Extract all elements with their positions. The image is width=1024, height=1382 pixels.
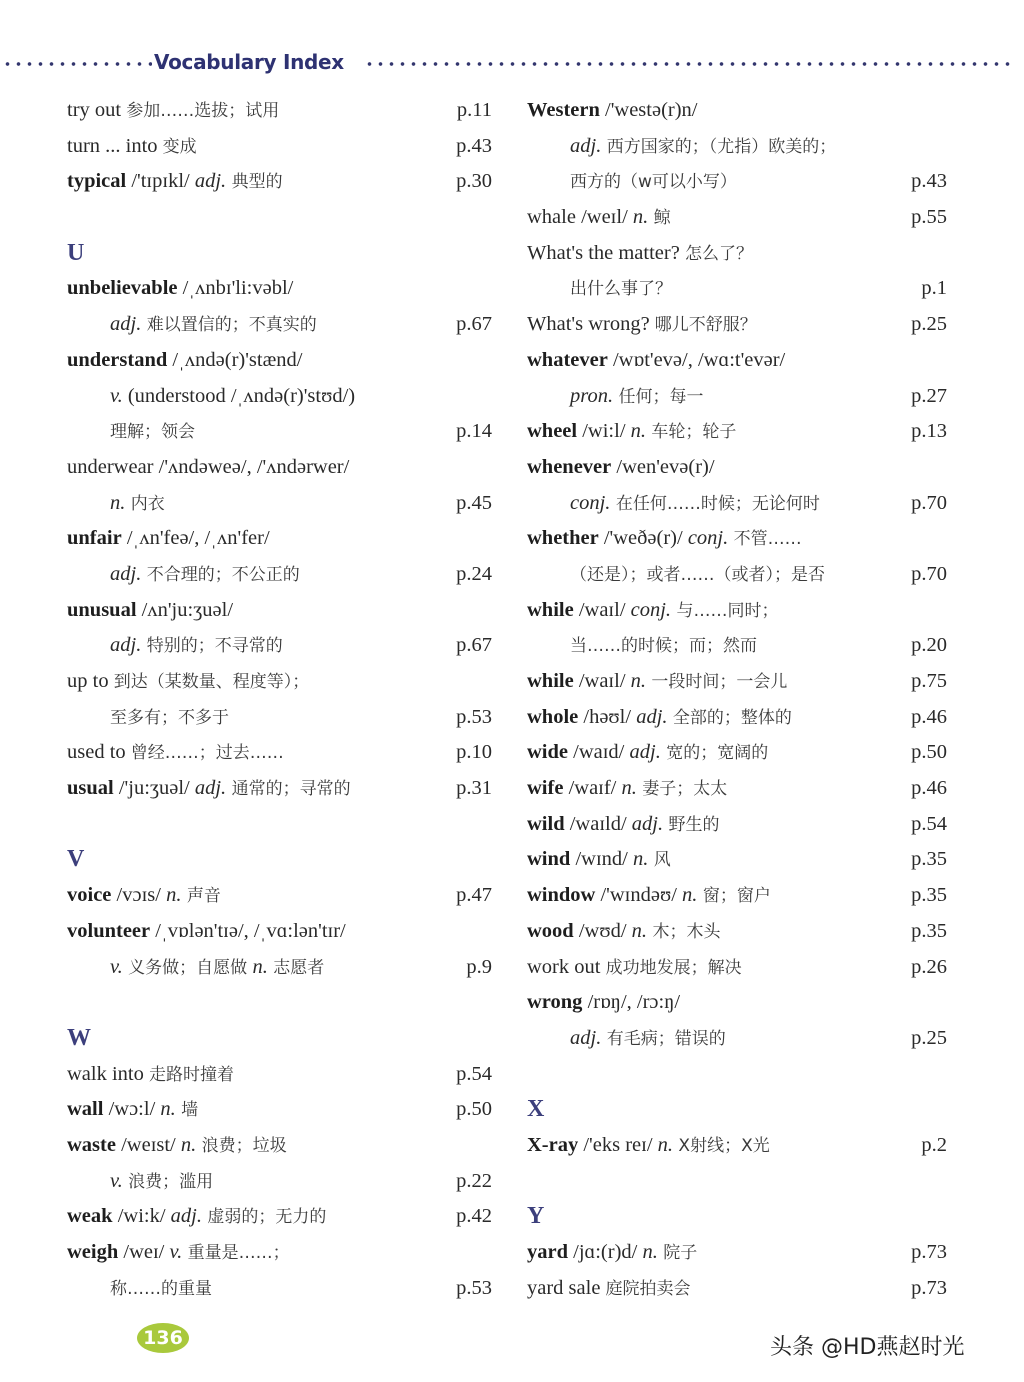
page-reference: p.26 — [911, 955, 947, 978]
headword: whole — [527, 705, 579, 728]
entry-text: /waɪf/ — [563, 777, 622, 800]
chinese-gloss: 任何；每一 — [613, 386, 704, 407]
part-of-speech: conj. — [630, 598, 672, 621]
chinese-gloss: 变成 — [162, 136, 197, 157]
headword: wide — [527, 741, 568, 764]
page-reference: p.24 — [456, 562, 492, 585]
chinese-gloss: 墙 — [175, 1100, 199, 1121]
vocab-entry — [527, 950, 947, 986]
entry-continuation — [67, 628, 492, 664]
part-of-speech: adj. — [631, 812, 664, 835]
section-gap — [67, 200, 492, 236]
entry-text: /'westə(r)n/ — [599, 99, 698, 121]
chinese-gloss: 参加……选拔；试用 — [126, 101, 280, 121]
chinese-gloss: 称……的重量 — [110, 1278, 212, 1299]
entry-text: /'ju:ʒuəl/ — [113, 777, 195, 800]
headword: unbelievable — [67, 277, 178, 300]
entry-text: /weɪl/ — [575, 206, 633, 229]
part-of-speech: n. — [631, 919, 648, 942]
entry-continuation — [527, 271, 947, 307]
headword: while — [527, 598, 574, 621]
entry-continuation — [527, 1021, 947, 1057]
vocab-entry — [527, 807, 947, 843]
entry-text: /waɪl/ — [573, 598, 631, 621]
page-reference: p.55 — [911, 206, 947, 229]
page-reference: p.73 — [911, 1276, 947, 1299]
page-reference: p.14 — [456, 420, 492, 443]
entry-text: /'tɪpɪkl/ — [126, 170, 195, 193]
vocab-entry — [527, 343, 947, 379]
headword: weigh — [67, 1241, 119, 1263]
vocab-entry — [67, 271, 492, 307]
chinese-gloss: 宽的；宽阔的 — [660, 743, 769, 764]
entry-text: walk into — [67, 1062, 149, 1085]
headword: whatever — [527, 348, 608, 371]
part-of-speech: n. — [621, 777, 637, 800]
part-of-speech: v. — [110, 955, 123, 978]
entry-text: /vɔɪs/ — [111, 884, 167, 907]
page-reference: p.10 — [456, 741, 492, 764]
part-of-speech: n. — [630, 670, 647, 692]
chinese-gloss: 车轮；轮子 — [646, 422, 737, 443]
entry-text: /wi:l/ — [577, 420, 631, 443]
part-of-speech: n. — [630, 420, 647, 443]
chinese-gloss: 曾经……；过去…… — [130, 743, 284, 764]
chinese-gloss: 声音 — [181, 886, 221, 907]
chinese-gloss: 成功地发展；解决 — [605, 957, 742, 978]
entry-text: work out — [527, 955, 606, 978]
chinese-gloss: 全部的；整体的 — [667, 707, 792, 728]
chinese-gloss: X射线；X光 — [673, 1135, 770, 1156]
page-reference: p.22 — [456, 1169, 492, 1192]
part-of-speech: n. — [632, 206, 649, 229]
headword: unusual — [67, 598, 137, 621]
entry-continuation — [67, 379, 492, 415]
page-reference: p.20 — [911, 634, 947, 657]
chinese-gloss: 与……同时； — [671, 600, 779, 621]
vocab-entry — [527, 593, 947, 629]
chinese-gloss: 野生的 — [663, 814, 720, 835]
entry-text: /weɪ/ — [118, 1241, 170, 1263]
page-reference: p.70 — [911, 491, 947, 514]
entry-text: /weɪst/ — [115, 1133, 181, 1156]
vocab-entry — [527, 664, 947, 700]
entry-text: turn ... into — [67, 134, 163, 157]
entry-text: What's the matter? — [527, 241, 685, 264]
chinese-gloss: 庭院拍卖会 — [605, 1278, 691, 1299]
vocab-entry — [527, 700, 947, 736]
page-reference: p.46 — [911, 705, 947, 728]
part-of-speech: conj. — [570, 491, 611, 514]
page-reference: p.31 — [456, 777, 492, 800]
page-reference: p.35 — [911, 919, 947, 942]
entry-text: /wɔ:l/ — [103, 1098, 161, 1121]
headword: waste — [67, 1133, 116, 1156]
section-gap — [527, 1057, 947, 1093]
section-letter: W — [67, 1024, 91, 1051]
entry-continuation — [67, 486, 492, 522]
part-of-speech: adj. — [170, 1205, 202, 1228]
entry-continuation — [67, 307, 492, 343]
chinese-gloss: 志愿者 — [267, 957, 325, 978]
chinese-gloss: 浪费；滥用 — [122, 1171, 214, 1192]
chinese-gloss: 难以置信的；不真实的 — [141, 315, 317, 336]
entry-text: /wɪnd/ — [570, 848, 633, 871]
page-reference: p.67 — [456, 313, 492, 336]
vocab-entry — [527, 985, 947, 1021]
entry-continuation — [527, 628, 947, 664]
page-reference: p.2 — [921, 1133, 947, 1156]
chinese-gloss: 不管…… — [728, 529, 802, 550]
entry-text: /'weðə(r)/ — [598, 527, 688, 550]
part-of-speech: n. — [632, 848, 649, 871]
part-of-speech: n. — [166, 884, 182, 907]
headword: X-ray — [527, 1133, 579, 1156]
headword: Western — [527, 99, 600, 121]
section-letter: Y — [527, 1203, 545, 1230]
left-column — [67, 93, 492, 1306]
page-reference: p.50 — [456, 1098, 492, 1121]
page-reference: p.73 — [911, 1241, 947, 1263]
chinese-gloss: 有毛病；错误的 — [601, 1028, 726, 1049]
section-letter: U — [67, 239, 85, 266]
headword: yard — [527, 1241, 568, 1263]
vocab-entry — [67, 914, 492, 950]
headword: volunteer — [67, 919, 151, 942]
page-reference: p.35 — [911, 848, 947, 871]
chinese-gloss: 内衣 — [125, 493, 165, 514]
vocab-entry — [527, 93, 947, 129]
watermark: 头条 @HD燕赵时光 — [770, 1335, 965, 1360]
vocab-entry — [67, 1057, 492, 1093]
part-of-speech: v. — [110, 1169, 123, 1192]
vocab-entry — [527, 200, 947, 236]
headword: weak — [67, 1205, 113, 1228]
chinese-gloss: 理解；领会 — [110, 422, 195, 443]
entry-text: /'eks reɪ/ — [578, 1133, 658, 1156]
page-reference: p.11 — [456, 99, 492, 121]
vocab-entry — [527, 307, 947, 343]
page-reference: p.35 — [911, 884, 947, 907]
entry-text: (understood /ˌʌndə(r)'stʊd/) — [122, 384, 356, 407]
headword: usual — [67, 777, 114, 800]
chinese-gloss: （还是）；或者……（或者）；是否 — [570, 564, 825, 585]
vocab-entry — [67, 164, 492, 200]
page-reference: p.50 — [911, 741, 947, 764]
part-of-speech: n. — [252, 955, 268, 978]
vocab-entry — [67, 1235, 492, 1271]
part-of-speech: adj. — [629, 741, 661, 764]
vocab-entry — [67, 93, 492, 129]
section-gap — [67, 985, 492, 1021]
entry-text: /wen'evə(r)/ — [611, 455, 715, 478]
page-reference: p.30 — [456, 170, 492, 193]
dotted-rule-left — [2, 62, 152, 66]
headword: wife — [527, 777, 564, 800]
entry-text: used to — [67, 741, 131, 764]
chinese-gloss: 木；木头 — [647, 921, 721, 942]
entry-continuation — [527, 379, 947, 415]
part-of-speech: n. — [110, 491, 126, 514]
vocab-entry — [67, 771, 492, 807]
page-reference: p.13 — [911, 420, 947, 443]
page-number-badge: 136 — [137, 1323, 189, 1353]
page-title: Vocabulary Index — [154, 50, 344, 74]
page-reference: p.1 — [921, 277, 947, 300]
chinese-gloss: 哪儿不舒服？ — [654, 315, 757, 336]
entry-text: /'ʌndəweə/, /'ʌndərwer/ — [153, 455, 350, 478]
chinese-gloss: 特别的；不寻常的 — [141, 636, 283, 657]
entry-text: /waɪd/ — [568, 741, 630, 764]
entry-continuation — [527, 164, 947, 200]
right-column — [527, 93, 947, 1306]
page-reference: p.27 — [911, 384, 947, 407]
page-reference: p.43 — [911, 170, 947, 193]
entry-continuation — [67, 950, 492, 986]
page-reference: p.54 — [911, 812, 947, 835]
entry-text: yard sale — [527, 1276, 606, 1299]
chinese-gloss: 在任何……时候；无论何时 — [610, 493, 820, 514]
part-of-speech: adj. — [636, 705, 668, 728]
vocab-entry — [67, 1128, 492, 1164]
entry-continuation — [527, 486, 947, 522]
entry-continuation — [67, 557, 492, 593]
chinese-gloss: 鲸 — [648, 208, 671, 229]
page-reference: p.43 — [456, 134, 492, 157]
page-reference: p.53 — [456, 705, 492, 728]
page-reference: p.54 — [456, 1062, 492, 1085]
part-of-speech: adj. — [570, 134, 602, 157]
page-reference: p.42 — [456, 1205, 492, 1228]
chinese-gloss: 风 — [648, 850, 671, 871]
headword: while — [527, 670, 574, 692]
vocab-entry — [67, 450, 492, 486]
entry-text: /waɪl/ — [573, 670, 631, 692]
vocab-entry — [527, 878, 947, 914]
section-gap — [67, 807, 492, 843]
entry-text: /jɑ:(r)d/ — [568, 1241, 643, 1263]
headword: wild — [527, 812, 565, 835]
entry-continuation — [527, 129, 947, 165]
vocab-entry — [67, 878, 492, 914]
entry-text: /ˌʌndə(r)'stænd/ — [167, 348, 303, 371]
chinese-gloss: 出什么事了？ — [570, 279, 672, 300]
entry-text: /wʊd/ — [573, 919, 632, 942]
vocab-entry — [67, 343, 492, 379]
chinese-gloss: 窗；窗户 — [697, 886, 771, 907]
entry-text: /rɒŋ/, /rɔ:ŋ/ — [582, 991, 681, 1014]
page-reference: p.67 — [456, 634, 492, 657]
headword: typical — [67, 170, 127, 193]
entry-text: /wɒt'evə/, /wɑ:t'evər/ — [607, 348, 786, 371]
headword: wind — [527, 848, 571, 871]
entry-text: /ˌʌnbɪ'li:vəbl/ — [177, 277, 294, 300]
part-of-speech: v. — [110, 384, 123, 407]
headword: wall — [67, 1098, 104, 1121]
headword: window — [527, 884, 596, 907]
chinese-gloss: 妻子；太太 — [636, 779, 728, 800]
chinese-gloss: 典型的 — [226, 172, 283, 193]
part-of-speech: adj. — [110, 313, 142, 336]
part-of-speech: adj. — [194, 777, 227, 800]
chinese-gloss: 西方的（w可以小写） — [570, 172, 737, 193]
entry-continuation — [67, 414, 492, 450]
chinese-gloss: 院子 — [657, 1243, 698, 1263]
vocab-entry — [527, 450, 947, 486]
headword: whenever — [527, 455, 612, 478]
entry-text: /wi:k/ — [112, 1205, 171, 1228]
chinese-gloss: 一段时间；一会儿 — [646, 672, 788, 692]
vocab-entry — [67, 1092, 492, 1128]
part-of-speech: n. — [642, 1241, 658, 1263]
page-reference: p.47 — [456, 884, 492, 907]
chinese-gloss: 浪费；垃圾 — [196, 1135, 287, 1156]
part-of-speech: adj. — [570, 1026, 602, 1049]
part-of-speech: adj. — [110, 562, 142, 585]
part-of-speech: pron. — [570, 384, 614, 407]
vocab-entry — [527, 1235, 947, 1271]
vocab-entry — [527, 735, 947, 771]
headword: understand — [67, 348, 168, 371]
headword: unfair — [67, 527, 122, 550]
chinese-gloss: 当……的时候；而；然而 — [570, 636, 757, 657]
chinese-gloss: 至多有；不多于 — [110, 707, 229, 728]
headword: wood — [527, 919, 574, 942]
entry-text: try out — [67, 99, 127, 121]
chinese-gloss: 到达（某数量、程度等）； — [113, 672, 310, 692]
entry-continuation — [67, 1164, 492, 1200]
part-of-speech: adj. — [194, 170, 227, 193]
vocab-entry — [67, 664, 492, 700]
part-of-speech: n. — [160, 1098, 176, 1121]
entry-text: What's wrong? — [527, 313, 655, 336]
page-header — [0, 48, 1024, 78]
chinese-gloss: 义务做；自愿做 — [122, 957, 253, 978]
part-of-speech: n. — [180, 1133, 197, 1156]
vocab-entry — [527, 842, 947, 878]
vocab-entry — [527, 1271, 947, 1307]
part-of-speech: v. — [169, 1241, 183, 1263]
part-of-speech: adj. — [110, 634, 142, 657]
vocab-entry — [527, 771, 947, 807]
headword: voice — [67, 884, 112, 907]
entry-text: /ʌn'ju:ʒuəl/ — [136, 598, 234, 621]
page-reference: p.53 — [456, 1276, 492, 1299]
page-reference: p.25 — [911, 313, 947, 336]
entry-continuation — [67, 1271, 492, 1307]
chinese-gloss: 西方国家的；（尤指）欧美的； — [601, 136, 837, 157]
vocab-entry — [527, 914, 947, 950]
page-reference: p.45 — [456, 491, 492, 514]
section-letter: V — [67, 846, 85, 873]
entry-text: /ˌvɒlən'tɪə/, /ˌvɑ:lən'tɪr/ — [150, 919, 346, 942]
page-reference: p.75 — [911, 670, 947, 692]
entry-text: underwear — [67, 455, 154, 478]
entry-continuation — [67, 700, 492, 736]
page-reference: p.46 — [911, 777, 947, 800]
entry-text: /'wɪndəʊ/ — [595, 884, 683, 907]
vocab-entry — [527, 236, 947, 272]
vocab-entry — [527, 1128, 947, 1164]
vocab-entry — [67, 129, 492, 165]
page-reference: p.25 — [911, 1026, 947, 1049]
entry-text: /waɪld/ — [564, 812, 632, 835]
headword: wheel — [527, 420, 578, 443]
entry-text: /həʊl/ — [578, 705, 637, 728]
chinese-gloss: 走路时撞着 — [149, 1064, 234, 1085]
vocab-entry — [67, 735, 492, 771]
entry-text: up to — [67, 670, 114, 692]
section-letter: X — [527, 1096, 545, 1123]
entry-continuation — [527, 557, 947, 593]
entry-text: whale — [527, 206, 576, 229]
vocab-entry — [67, 1199, 492, 1235]
vocab-entry — [527, 521, 947, 557]
headword: whether — [527, 527, 599, 550]
chinese-gloss: 不合理的；不公正的 — [141, 564, 300, 585]
entry-text: /ˌʌn'feə/, /ˌʌn'fer/ — [121, 527, 270, 550]
headword: wrong — [527, 991, 583, 1014]
section-gap — [527, 1164, 947, 1200]
vocab-entry — [527, 414, 947, 450]
dotted-rule-right — [364, 62, 1016, 66]
part-of-speech: n. — [682, 884, 698, 907]
page-reference: p.9 — [466, 955, 492, 978]
page-reference: p.70 — [911, 562, 947, 585]
vocab-entry — [67, 521, 492, 557]
chinese-gloss: 通常的；寻常的 — [226, 779, 351, 800]
chinese-gloss: 重量是……； — [182, 1243, 290, 1263]
vocab-entry — [67, 593, 492, 629]
chinese-gloss: 虚弱的；无力的 — [201, 1207, 327, 1228]
part-of-speech: conj. — [687, 527, 729, 550]
chinese-gloss: 怎么了？ — [684, 243, 753, 264]
part-of-speech: n. — [657, 1133, 674, 1156]
